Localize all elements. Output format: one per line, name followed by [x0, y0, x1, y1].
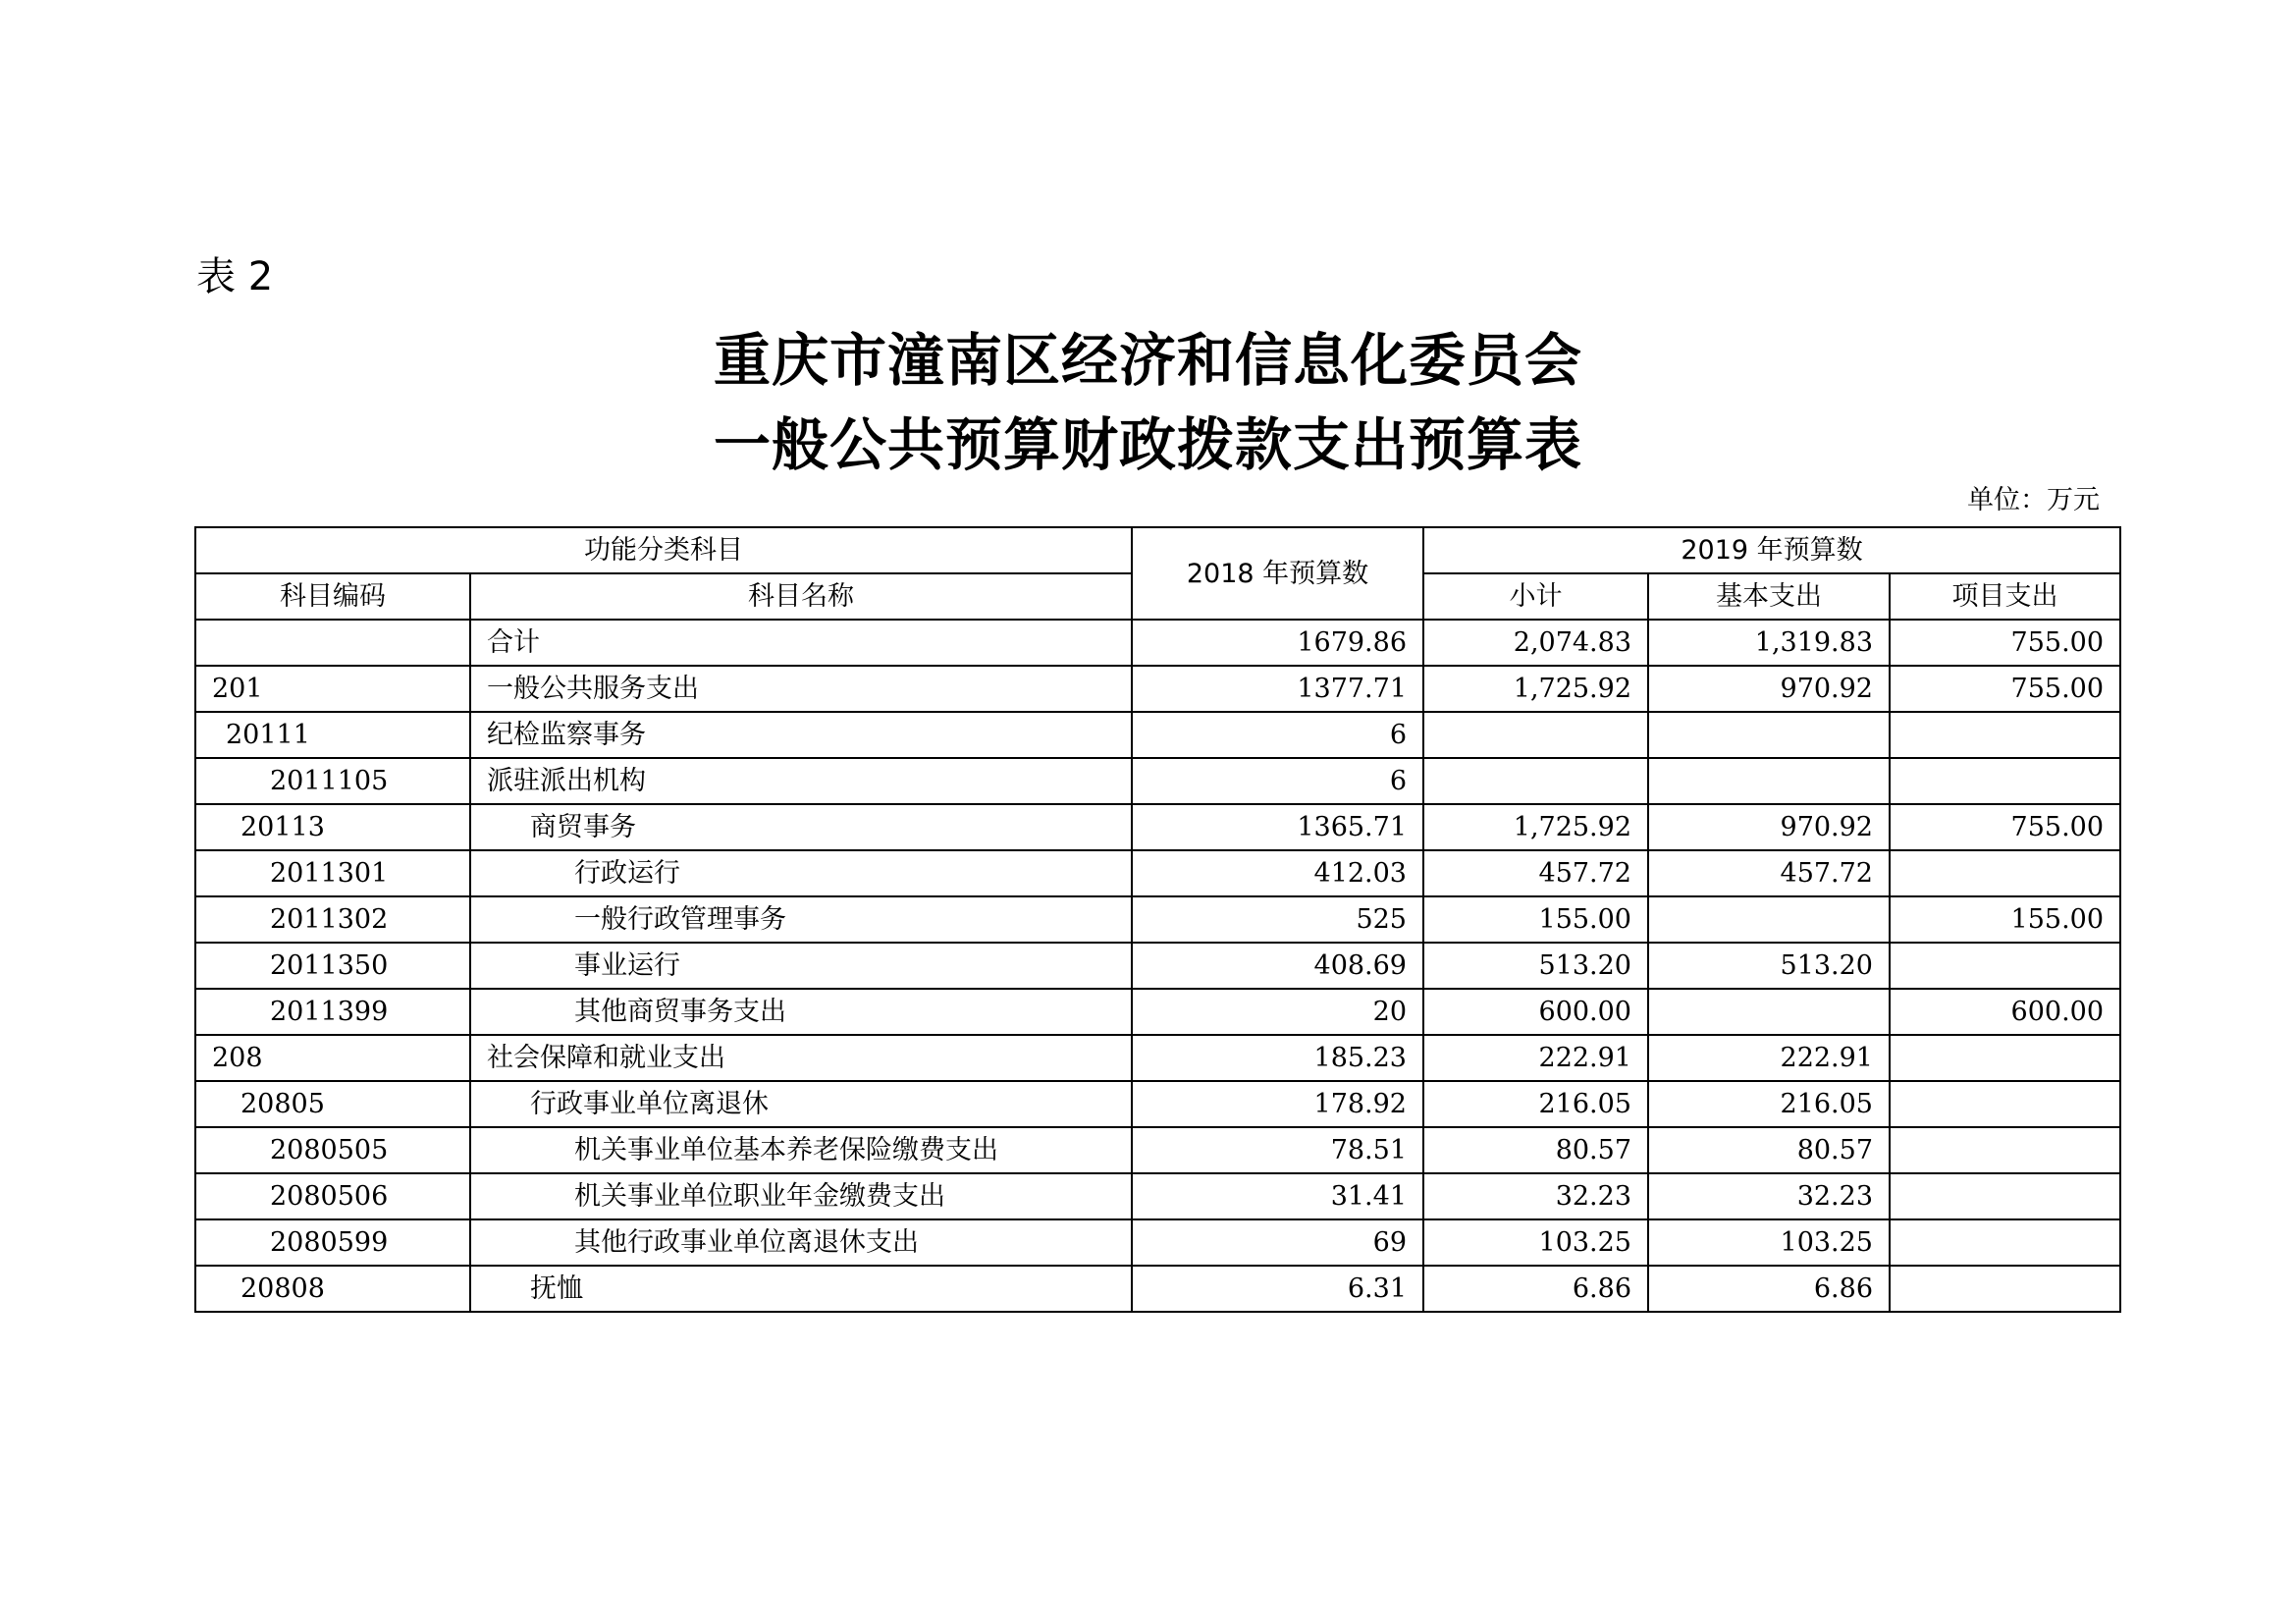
row-budget-2018: 178.92	[1132, 1081, 1423, 1127]
row-budget-2018: 185.23	[1132, 1035, 1423, 1081]
row-project: 755.00	[1890, 666, 2120, 712]
table-row	[195, 758, 2120, 804]
row-project	[1890, 1173, 2120, 1219]
row-name: 其他行政事业单位离退休支出	[470, 1219, 1132, 1266]
row-project	[1890, 712, 2120, 758]
row-project	[1890, 758, 2120, 804]
row-basic	[1648, 712, 1890, 758]
row-name: 一般公共服务支出	[470, 666, 1132, 712]
header-basic: 基本支出	[1648, 573, 1890, 620]
row-code	[195, 620, 470, 666]
row-subtotal: 2,074.83	[1423, 620, 1648, 666]
row-project	[1890, 1266, 2120, 1312]
table-row	[195, 1266, 2120, 1312]
row-code: 20805	[195, 1081, 470, 1127]
row-name: 纪检监察事务	[470, 712, 1132, 758]
row-code: 201	[195, 666, 470, 712]
row-project	[1890, 1035, 2120, 1081]
row-project	[1890, 1081, 2120, 1127]
header-project: 项目支出	[1890, 573, 2120, 620]
table-row	[195, 666, 2120, 712]
row-basic: 970.92	[1648, 666, 1890, 712]
row-basic	[1648, 896, 1890, 943]
row-basic: 32.23	[1648, 1173, 1890, 1219]
row-basic: 103.25	[1648, 1219, 1890, 1266]
table-row	[195, 712, 2120, 758]
row-subtotal: 103.25	[1423, 1219, 1648, 1266]
row-project: 155.00	[1890, 896, 2120, 943]
row-basic: 6.86	[1648, 1266, 1890, 1312]
row-subtotal: 80.57	[1423, 1127, 1648, 1173]
row-code: 2080506	[195, 1173, 470, 1219]
row-name: 机关事业单位职业年金缴费支出	[470, 1173, 1132, 1219]
row-code: 2011301	[195, 850, 470, 896]
header-budget-2018: 2018 年预算数	[1132, 527, 1423, 620]
table-row	[195, 1173, 2120, 1219]
row-code: 2080599	[195, 1219, 470, 1266]
table-number-label: 表 2	[196, 254, 274, 299]
row-budget-2018: 6	[1132, 758, 1423, 804]
row-subtotal: 155.00	[1423, 896, 1648, 943]
row-budget-2018: 1679.86	[1132, 620, 1423, 666]
table-row	[195, 943, 2120, 989]
unit-label: 单位：万元	[1967, 485, 2100, 515]
table-row	[195, 1127, 2120, 1173]
row-code: 2011399	[195, 989, 470, 1035]
row-name: 事业运行	[470, 943, 1132, 989]
row-name: 抚恤	[470, 1266, 1132, 1312]
header-func-category: 功能分类科目	[195, 527, 1132, 573]
row-budget-2018: 31.41	[1132, 1173, 1423, 1219]
row-basic: 216.05	[1648, 1081, 1890, 1127]
row-name: 行政事业单位离退休	[470, 1081, 1132, 1127]
page-title-line-2: 一般公共预算财政拨款支出预算表	[713, 411, 1582, 478]
header-code: 科目编码	[195, 573, 470, 620]
row-basic: 457.72	[1648, 850, 1890, 896]
row-code: 2080505	[195, 1127, 470, 1173]
row-project	[1890, 1219, 2120, 1266]
row-name: 合计	[470, 620, 1132, 666]
row-code: 20113	[195, 804, 470, 850]
table-row	[195, 804, 2120, 850]
budget-table	[194, 526, 2121, 1313]
row-budget-2018: 408.69	[1132, 943, 1423, 989]
row-subtotal: 1,725.92	[1423, 666, 1648, 712]
row-budget-2018: 6.31	[1132, 1266, 1423, 1312]
row-basic: 970.92	[1648, 804, 1890, 850]
row-basic: 513.20	[1648, 943, 1890, 989]
row-subtotal: 6.86	[1423, 1266, 1648, 1312]
row-basic: 222.91	[1648, 1035, 1890, 1081]
table-row	[195, 1035, 2120, 1081]
row-name: 商贸事务	[470, 804, 1132, 850]
row-code: 2011350	[195, 943, 470, 989]
row-subtotal: 216.05	[1423, 1081, 1648, 1127]
row-code: 2011105	[195, 758, 470, 804]
row-basic	[1648, 758, 1890, 804]
header-name: 科目名称	[470, 573, 1132, 620]
row-name: 行政运行	[470, 850, 1132, 896]
table-row	[195, 620, 2120, 666]
header-budget-2019: 2019 年预算数	[1423, 527, 2120, 573]
table-row	[195, 850, 2120, 896]
row-basic	[1648, 989, 1890, 1035]
row-basic: 80.57	[1648, 1127, 1890, 1173]
row-name: 其他商贸事务支出	[470, 989, 1132, 1035]
row-budget-2018: 525	[1132, 896, 1423, 943]
row-project: 755.00	[1890, 620, 2120, 666]
row-name: 一般行政管理事务	[470, 896, 1132, 943]
row-name: 社会保障和就业支出	[470, 1035, 1132, 1081]
row-subtotal: 513.20	[1423, 943, 1648, 989]
row-budget-2018: 69	[1132, 1219, 1423, 1266]
row-code: 2011302	[195, 896, 470, 943]
row-subtotal	[1423, 712, 1648, 758]
row-project	[1890, 943, 2120, 989]
row-project: 755.00	[1890, 804, 2120, 850]
row-budget-2018: 1377.71	[1132, 666, 1423, 712]
page-title-line-1: 重庆市潼南区经济和信息化委员会	[713, 327, 1582, 394]
row-project: 600.00	[1890, 989, 2120, 1035]
row-project	[1890, 1127, 2120, 1173]
row-subtotal: 1,725.92	[1423, 804, 1648, 850]
row-code: 208	[195, 1035, 470, 1081]
row-subtotal: 222.91	[1423, 1035, 1648, 1081]
row-budget-2018: 6	[1132, 712, 1423, 758]
row-project	[1890, 850, 2120, 896]
row-name: 派驻派出机构	[470, 758, 1132, 804]
row-budget-2018: 1365.71	[1132, 804, 1423, 850]
table-row	[195, 896, 2120, 943]
row-subtotal: 32.23	[1423, 1173, 1648, 1219]
header-row-1	[195, 527, 2120, 573]
table-row	[195, 1081, 2120, 1127]
row-budget-2018: 78.51	[1132, 1127, 1423, 1173]
row-code: 20808	[195, 1266, 470, 1312]
row-budget-2018: 20	[1132, 989, 1423, 1035]
table-row	[195, 989, 2120, 1035]
row-basic: 1,319.83	[1648, 620, 1890, 666]
header-subtotal: 小计	[1423, 573, 1648, 620]
table-row	[195, 1219, 2120, 1266]
row-name: 机关事业单位基本养老保险缴费支出	[470, 1127, 1132, 1173]
row-subtotal: 457.72	[1423, 850, 1648, 896]
row-code: 20111	[195, 712, 470, 758]
row-subtotal: 600.00	[1423, 989, 1648, 1035]
row-budget-2018: 412.03	[1132, 850, 1423, 896]
row-subtotal	[1423, 758, 1648, 804]
